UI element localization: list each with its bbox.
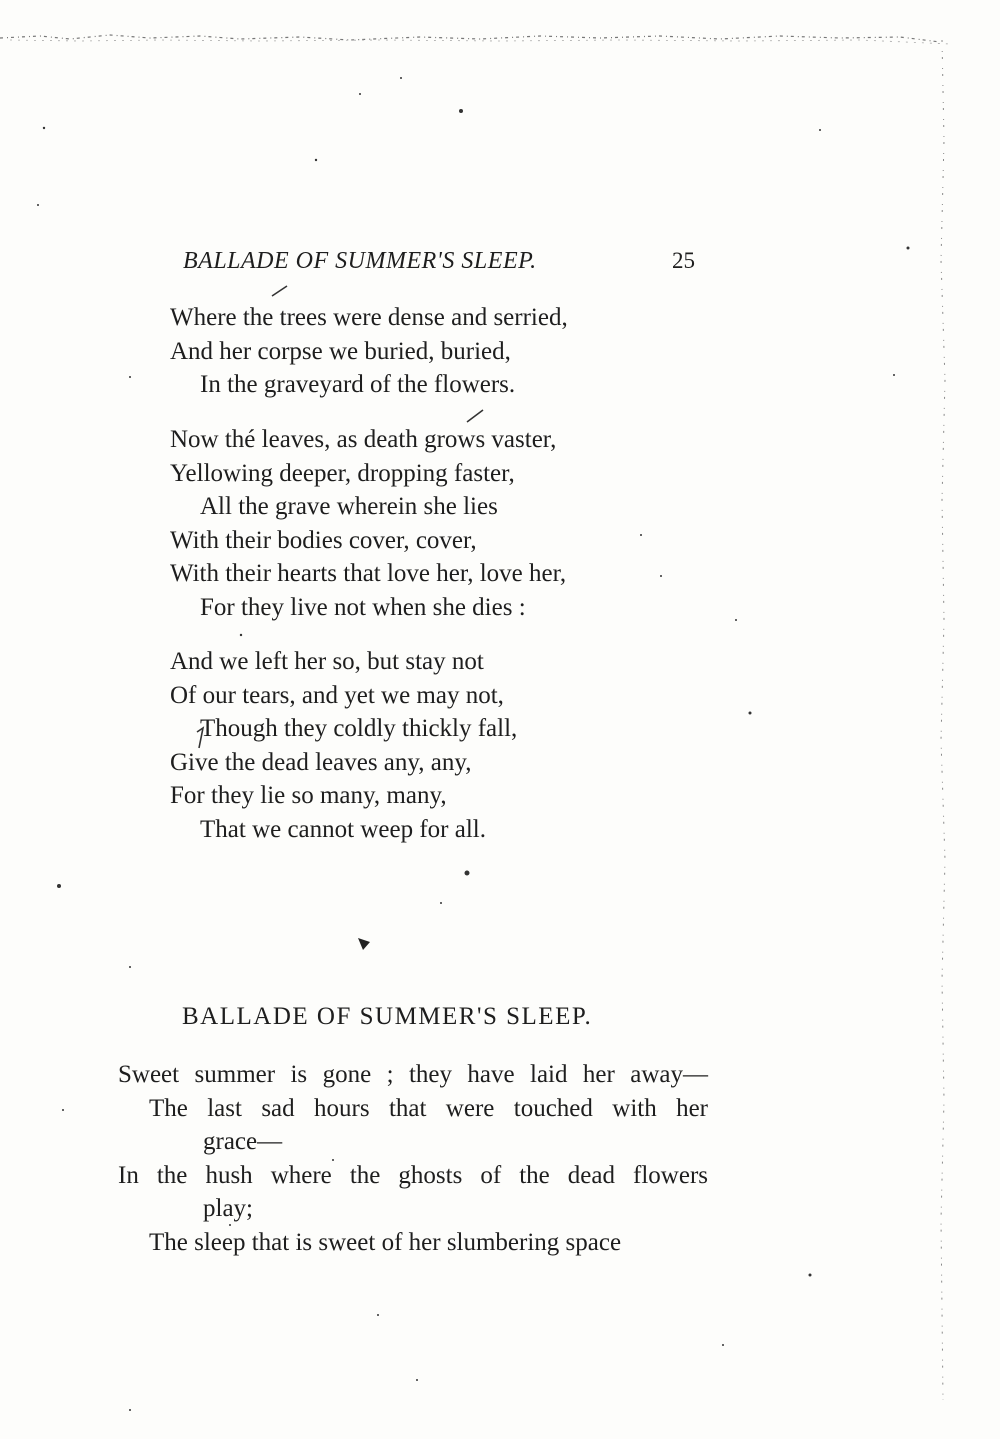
verse-line: Now thé leaves, as death grows vaster, [170, 426, 557, 453]
ballade-stanza [118, 1058, 708, 1260]
verse-line: Where the trees were dense and serried, [170, 304, 568, 331]
verse-line: For they live not when she dies : [200, 593, 526, 621]
torn-right-edge [930, 40, 960, 1400]
verse-line: That we cannot weep for all. [200, 815, 486, 843]
verse-line: The sleep that is sweet of her slumbering space [149, 1228, 622, 1256]
poem-title: BALLADE OF SUMMER'S SLEEP. [182, 1003, 593, 1030]
verse-line: Give the dead leaves any, any, [170, 748, 472, 776]
verse-line: For they lie so many, many, [170, 782, 447, 810]
verse-line: Of our tears, and yet we may not, [170, 681, 504, 709]
verse-line: With their bodies cover, cover, [170, 526, 477, 554]
verse-line: In the graveyard of the flowers. [200, 371, 516, 399]
verse-line: All the grave wherein she lies [200, 493, 498, 521]
torn-top-edge [0, 28, 960, 46]
page-number: 25 [672, 248, 695, 273]
verse-line: In the hush where the ghosts of the dead flowers [118, 1161, 708, 1189]
verse-line: play; [203, 1195, 253, 1223]
running-head: BALLADE OF SUMMER'S SLEEP. [183, 248, 537, 274]
verse-line: Sweet summer is gone ; they have laid her away— [118, 1061, 708, 1088]
verse-line: Though they coldly thickly fall, [200, 715, 518, 743]
verse-line: Yellowing deeper, dropping faster, [170, 459, 515, 487]
verse-line: And we left her so, but stay not [170, 648, 484, 675]
verse-line: With their hearts that love her, love her, [170, 560, 567, 588]
verse-line: And her corpse we buried, buried, [170, 337, 511, 365]
verse-line: The last sad hours that were touched with her [149, 1094, 708, 1122]
verse-line: grace— [203, 1128, 283, 1156]
ornament-icon [356, 936, 372, 952]
stanza-2 [170, 423, 566, 625]
stanza-1 [170, 301, 568, 402]
stanza-3 [170, 645, 517, 847]
